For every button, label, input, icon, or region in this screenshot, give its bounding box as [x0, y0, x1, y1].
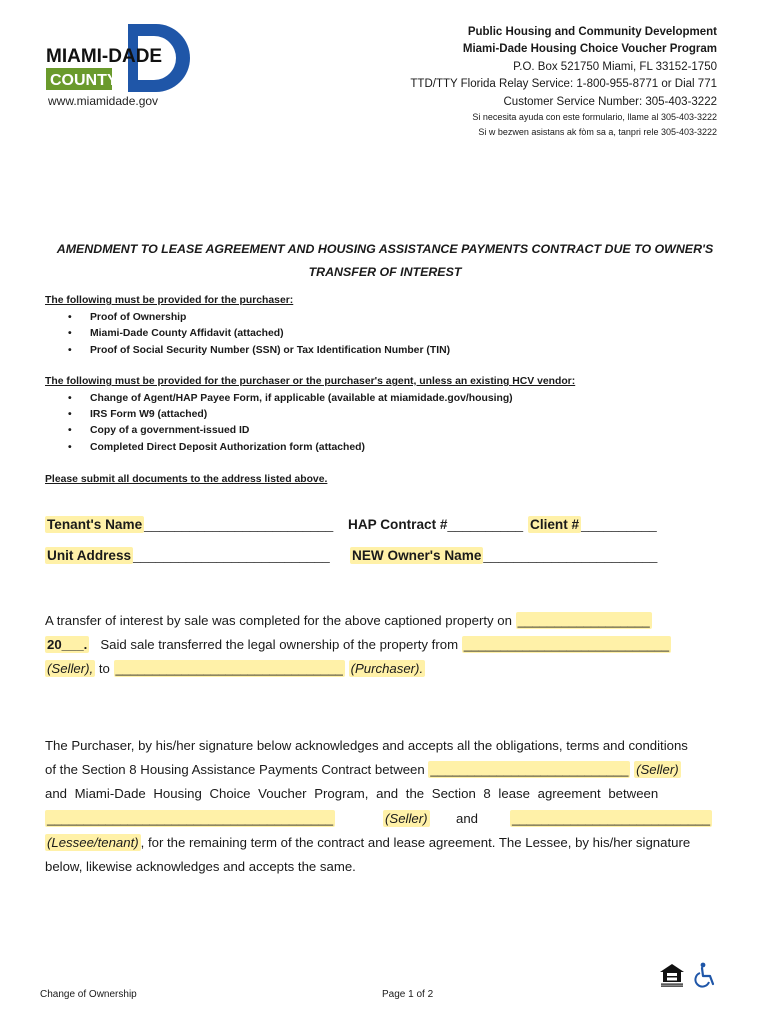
lease-seller-label: (Seller): [385, 811, 428, 826]
client-field[interactable]: [528, 517, 657, 532]
lease-seller-label-wrap: [383, 811, 430, 826]
list-item: • Completed Direct Deposit Authorization form (attached): [68, 442, 365, 453]
bullet-icon: •: [68, 409, 72, 420]
hap-contract-field[interactable]: [348, 517, 523, 532]
ack-line-3: and Miami-Dade Housing Choice Voucher Program, and the Section 8 lease agreement between: [45, 786, 659, 801]
transfer-line-3: (Seller), to _______________________________ (Purchaser).: [47, 661, 424, 676]
footer-form-name: Change of Ownership: [40, 989, 137, 1000]
equal-housing-icon: [659, 963, 685, 987]
miami-dade-logo: [44, 22, 192, 94]
unit-address-label: Unit Address: [47, 548, 132, 563]
ack-line-2: of the Section 8 Housing Assistance Payments Contract between ___________________________ (Seller): [45, 762, 679, 777]
transfer-line-2: 20___. Said sale transferred the legal ownership of the property from ____________________________: [47, 637, 670, 652]
bullet-icon: •: [68, 393, 72, 404]
seller-label: (Seller),: [47, 661, 94, 676]
lessee-tenant-label: (Lessee/tenant): [47, 835, 139, 850]
bullet-icon: •: [68, 328, 72, 339]
list-item: • IRS Form W9 (attached): [68, 409, 208, 420]
document-title: [30, 238, 740, 284]
new-owner-blank[interactable]: _______________________: [483, 548, 658, 563]
header-note-creole: Si w bezwen asistans ak fòm sa a, tanpri rele 305-403-3222: [478, 127, 717, 137]
client-label: Client #: [530, 517, 580, 532]
header-relay: TTD/TTY Florida Relay Service: 1-800-955-8771 or Dial 771: [410, 78, 717, 90]
lessee-blank-wrap: [510, 811, 712, 826]
ack-line-6: below, likewise acknowledges and accepts the same.: [45, 859, 356, 874]
header-note-spanish: Si necesita ayuda con este formulario, llame al 305-403-3222: [472, 112, 717, 122]
bullet-icon: •: [68, 442, 72, 453]
lease-seller-blank[interactable]: _______________________________________: [47, 811, 334, 826]
new-owner-label: NEW Owner's Name: [352, 548, 482, 563]
sale-year-blank[interactable]: 20___.: [47, 637, 88, 652]
list-item: • Change of Agent/HAP Payee Form, if applicable (available at miamidade.gov/housing): [68, 393, 513, 404]
logo-miami-dade-text: MIAMI-DADE: [46, 46, 163, 67]
tenant-name-blank[interactable]: _________________________: [144, 517, 334, 532]
title-line-1: AMENDMENT TO LEASE AGREEMENT AND HOUSING ASSISTANCE PAYMENTS CONTRACT DUE TO OWNER'S: [56, 242, 714, 256]
header-program: Miami-Dade Housing Choice Voucher Program: [462, 43, 717, 55]
ack-line-5: (Lessee/tenant) , for the remaining term of the contract and lease agreement. The Lessee, by his/her signature: [47, 835, 691, 850]
new-owner-field[interactable]: [350, 548, 657, 563]
footer-page-number: Page 1 of 2: [382, 989, 434, 1000]
ack-line-4: [45, 811, 335, 826]
list-item: • Proof of Ownership: [68, 312, 187, 323]
bullet-icon: •: [68, 425, 72, 436]
hap-contract-blank[interactable]: __________: [447, 517, 524, 532]
seller-name-blank[interactable]: ____________________________: [463, 637, 670, 652]
submit-note: Please submit all documents to the address listed above.: [45, 474, 328, 485]
tenant-name-field[interactable]: [45, 517, 333, 532]
lessee-name-blank[interactable]: ___________________________: [512, 811, 711, 826]
unit-address-blank[interactable]: __________________________: [133, 548, 330, 563]
list-item: • Proof of Social Security Number (SSN) or Tax Identification Number (TIN): [68, 345, 451, 356]
header-agency: Public Housing and Community Development: [467, 26, 717, 38]
wheelchair-accessibility-icon: [694, 962, 716, 988]
section-agent-heading: The following must be provided for the purchaser or the purchaser's agent, unless an existing HCV vendor:: [45, 376, 576, 387]
logo-county-text: COUNTY: [50, 72, 118, 89]
list-item: • Copy of a government-issued ID: [68, 425, 250, 436]
purchaser-name-blank[interactable]: _______________________________: [115, 661, 343, 676]
hap-seller-label: (Seller): [636, 762, 679, 777]
header-po-box: P.O. Box 521750 Miami, FL 33152-1750: [513, 61, 717, 73]
ack-line-1: The Purchaser, by his/her signature below acknowledges and accepts all the obligations, terms and conditions: [45, 738, 688, 753]
sale-date-blank[interactable]: __________________: [517, 613, 650, 628]
hap-seller-blank[interactable]: ___________________________: [430, 762, 629, 777]
ack-and-text: and: [456, 811, 479, 826]
bullet-icon: •: [68, 312, 72, 323]
hap-contract-label: HAP Contract #: [348, 517, 448, 532]
purchaser-label: (Purchaser).: [350, 661, 424, 676]
unit-address-field[interactable]: [45, 548, 330, 563]
bullet-icon: •: [68, 345, 72, 356]
section-purchaser-heading: The following must be provided for the purchaser:: [45, 295, 294, 306]
client-blank[interactable]: __________: [581, 517, 657, 532]
transfer-line-1: A transfer of interest by sale was completed for the above captioned property on __________________: [45, 613, 650, 628]
tenant-name-label: Tenant's Name: [47, 517, 143, 532]
list-item: • Miami-Dade County Affidavit (attached): [68, 328, 284, 339]
website-link[interactable]: www.miamidade.gov: [48, 94, 159, 108]
header-customer-service: Customer Service Number: 305-403-3222: [503, 96, 717, 108]
title-line-2: TRANSFER OF INTEREST: [308, 265, 462, 279]
